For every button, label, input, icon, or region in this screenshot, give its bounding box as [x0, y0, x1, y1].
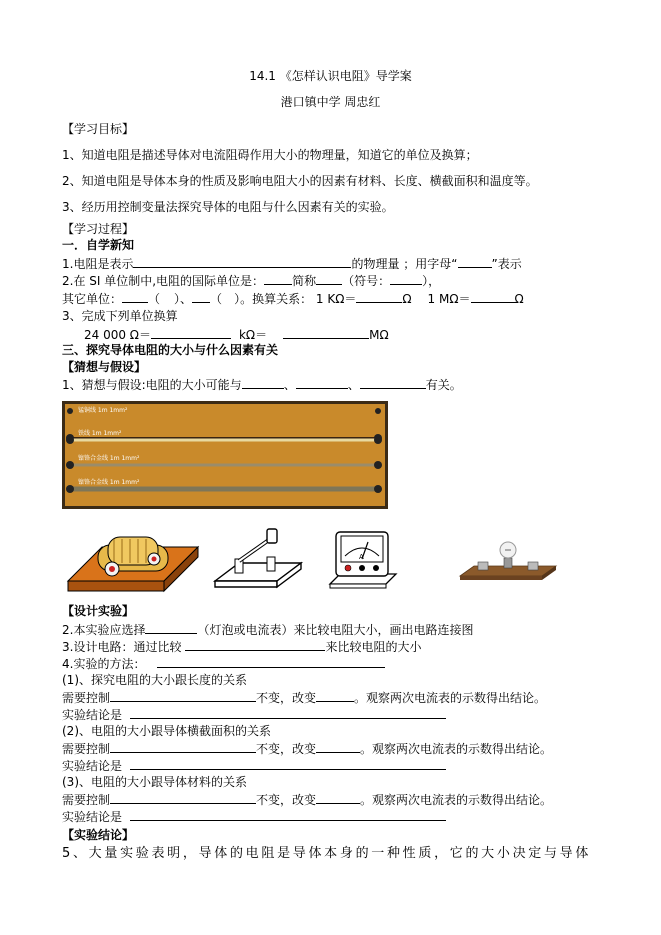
wire-label-3: 镍铬合金线 1m 1mm² [78, 455, 140, 462]
guess-sep-2: 、 [347, 378, 360, 392]
author-line: 港口镇中学 周忠红 [280, 95, 381, 109]
q2e-text-h: Ω [514, 292, 524, 306]
q2-text-b: 简称 [292, 274, 317, 288]
guess-line [62, 376, 462, 393]
guess-sep-1: 、 [283, 378, 296, 392]
design-l1-blank[interactable] [145, 621, 197, 634]
sub3-title: (3)、电阻的大小跟导体材料的关系 [62, 775, 247, 789]
q3-blank-1[interactable] [151, 326, 231, 339]
sub3-control [62, 791, 552, 808]
objective-item-3: 3、经历用控制变量法探究导体的电阻与什么因素有关的实验。 [62, 200, 394, 214]
self-study-title: 一．自学新知 [62, 238, 135, 252]
sub3-blank-1[interactable] [110, 791, 256, 804]
sub3-blank-2[interactable] [316, 791, 360, 804]
objectives-heading: 【学习目标】 [62, 122, 135, 136]
sub1-control [62, 689, 546, 706]
sub1-blank-1[interactable] [110, 689, 256, 702]
design-l2-text-a: 3.设计电路：通过比较 [62, 640, 182, 654]
q2e-text-f: Ω [402, 292, 412, 306]
knife-switch-icon [213, 529, 303, 591]
guess-blank-1[interactable] [242, 376, 284, 389]
sub1-conclusion [62, 706, 446, 723]
sub1-title: (1)、探究电阻的大小跟长度的关系 [62, 673, 247, 687]
sub3-control-c: 。观察两次电流表的示数得出结论。 [360, 793, 553, 807]
q3-blank-2[interactable] [283, 326, 369, 339]
question-2-units [62, 290, 524, 307]
q2e-blank-1[interactable] [122, 290, 148, 303]
q1-blank-2[interactable] [458, 255, 492, 268]
q1-text-c: ”表示 [491, 257, 522, 271]
sub3-control-a: 需要控制 [62, 793, 111, 807]
wire-label-1: 锰铜线 1m 1mm² [78, 407, 128, 414]
objective-item-2: 2、知道电阻是导体本身的性质及影响电阻大小的因素有材料、长度、横截面积和温度等。 [62, 174, 538, 188]
q2-blank-2[interactable] [316, 272, 342, 285]
sub2-blank-2[interactable] [316, 740, 360, 753]
q2e-blank-4[interactable] [471, 290, 515, 303]
sub2-control [62, 740, 552, 757]
lamp-board-icon [460, 540, 556, 586]
explore-title: 三、探究导体电阻的大小与什么因素有关 [62, 343, 279, 357]
question-3: 3、完成下列单位换算 [62, 309, 178, 323]
process-heading: 【学习过程】 [62, 222, 135, 236]
q2e-text-a: 其它单位： [62, 292, 123, 306]
q3-text-c: MΩ [369, 328, 389, 342]
sub2-conclusion-blank[interactable] [130, 757, 446, 770]
guess-text-a: 1、猜想与假设:电阻的大小可能与 [62, 378, 242, 392]
design-l2-blank[interactable] [185, 638, 325, 651]
design-heading: 【设计实验】 [62, 604, 135, 618]
q1-text-a: 1.电阻是表示 [62, 257, 134, 271]
sub2-control-c: 。观察两次电流表的示数得出结论。 [360, 742, 553, 756]
design-line-2 [62, 638, 421, 655]
design-l1-text-b: （灯泡或电流表）来比较电阻大小，画出电路连接图 [197, 623, 474, 637]
ammeter-icon [328, 526, 398, 592]
design-line-1 [62, 621, 473, 638]
q2-text-c: （符号： [342, 274, 391, 288]
design-l1-text-a: 2.本实验应选择 [62, 623, 146, 637]
sub2-control-b: 不变，改变 [256, 742, 317, 756]
sub2-blank-1[interactable] [110, 740, 256, 753]
design-line-3 [62, 655, 385, 672]
sub1-control-c: 。观察两次电流表的示数得出结论。 [354, 691, 547, 705]
sub1-blank-2[interactable] [316, 689, 354, 702]
sub3-conclusion-blank[interactable] [130, 808, 446, 821]
sub2-conclusion [62, 757, 446, 774]
results-text: 5、大量实验表明，导体的电阻是导体本身的一种性质，它的大小决定与导体 [62, 846, 592, 861]
sub1-control-a: 需要控制 [62, 691, 111, 705]
design-l3-blank[interactable] [157, 655, 385, 668]
q2-text-d: ）， [422, 274, 441, 288]
q2e-text-b: （ [148, 292, 161, 306]
sub2-conclusion-a: 实验结论是 [62, 759, 123, 773]
question-2 [62, 272, 440, 289]
guess-blank-3[interactable] [360, 376, 426, 389]
q1-text-b: 的物理量 ；用字母“ [351, 257, 458, 271]
guess-text-b: 有关。 [425, 378, 462, 392]
q2e-blank-3[interactable] [356, 290, 402, 303]
q2e-text-d: （ [210, 292, 223, 306]
design-l3-text-a: 4.实验的方法： [62, 657, 146, 671]
results-heading: 【实验结论】 [62, 828, 135, 842]
sub1-conclusion-blank[interactable] [130, 706, 446, 719]
sub2-control-a: 需要控制 [62, 742, 111, 756]
guess-heading: 【猜想与假设】 [62, 360, 147, 374]
sub3-conclusion [62, 808, 446, 825]
q2e-blank-2[interactable] [192, 290, 210, 303]
q2-text-a: 2.在 SI 单位制中,电阻的国际单位是： [62, 274, 265, 288]
q3-text-a: 24 000 Ω＝ [84, 328, 151, 342]
wire-label-4: 镍铬合金线 1m 1mm² [78, 479, 140, 486]
unit-conversion [84, 326, 389, 343]
design-l2-text-b: 来比较电阻的大小 [325, 640, 422, 654]
page-title: 14.1 《怎样认识电阻》导学案 [249, 69, 412, 83]
q2-blank-1[interactable] [264, 272, 292, 285]
sub2-title: (2)、电阻的大小跟导体横截面积的关系 [62, 724, 271, 738]
question-1 [62, 255, 522, 272]
objective-item-1: 1、知道电阻是描述导体对电流阻碍作用大小的物理量，知道它的单位及换算； [62, 148, 478, 162]
sub1-conclusion-a: 实验结论是 [62, 708, 123, 722]
sub1-control-b: 不变，改变 [256, 691, 317, 705]
wire-label-2: 铁线 1m 1mm² [78, 430, 122, 437]
q2-blank-3[interactable] [390, 272, 422, 285]
guess-blank-2[interactable] [296, 376, 348, 389]
q2e-text-e: ）。换算关系： 1 KΩ＝ [234, 292, 357, 306]
sub3-control-b: 不变，改变 [256, 793, 317, 807]
q2e-text-c: ）、 [174, 292, 193, 306]
q2e-text-g: 1 MΩ＝ [427, 292, 471, 306]
ammeter-letter: A [359, 553, 364, 561]
q3-text-b: kΩ＝ [238, 328, 268, 342]
q1-blank-1[interactable] [133, 255, 351, 268]
wire-board-figure [62, 401, 388, 509]
sub3-conclusion-a: 实验结论是 [62, 810, 123, 824]
rheostat-icon [68, 533, 198, 595]
